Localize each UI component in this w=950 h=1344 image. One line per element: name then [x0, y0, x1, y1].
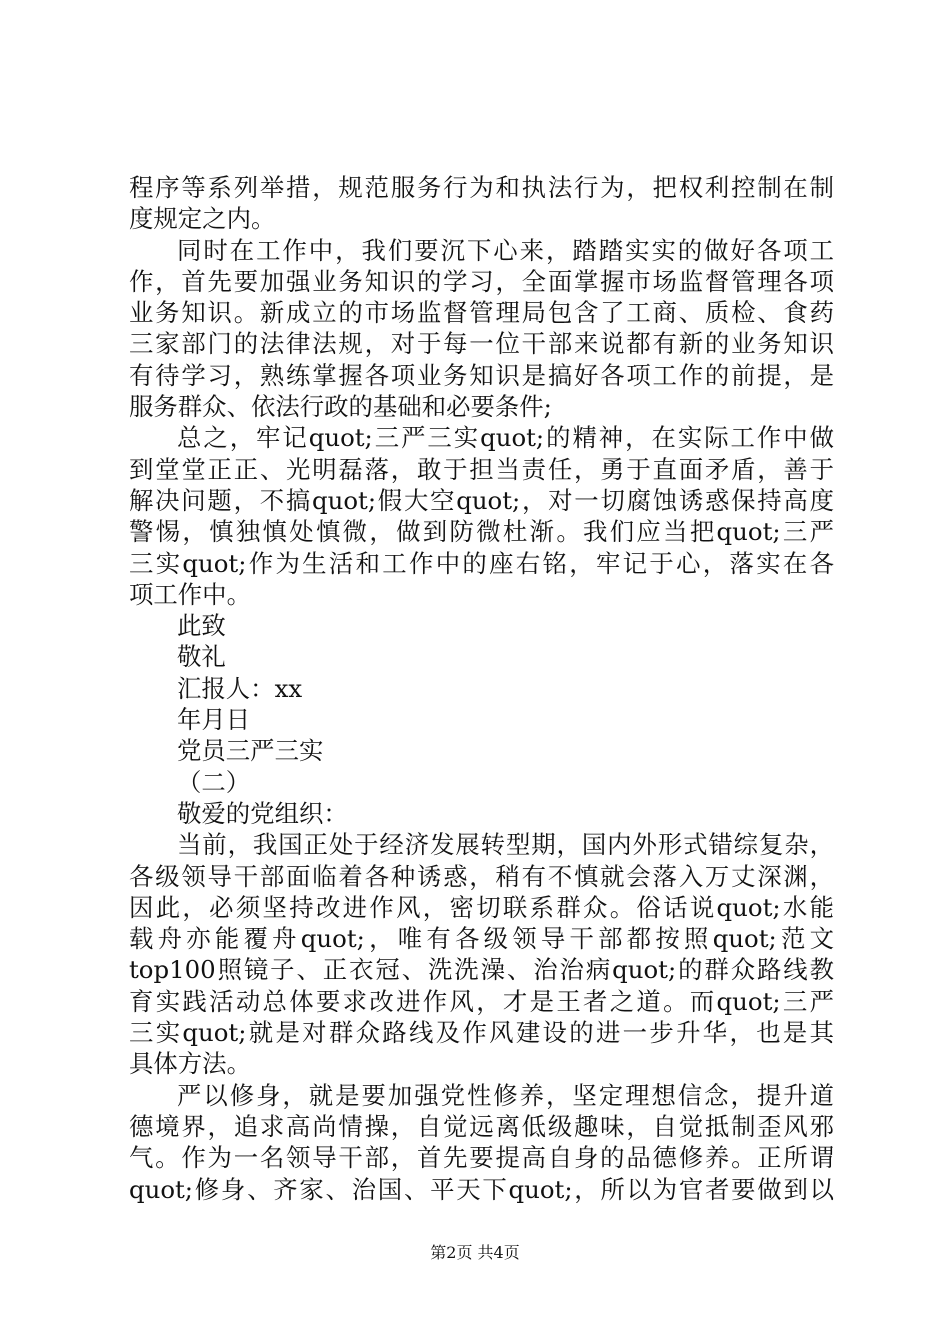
greeting: 敬爱的党组织： — [177, 798, 348, 828]
text-line: 德境界，追求高尚情操，自觉远离低级趣味，自觉抵制歪风邪 — [129, 1111, 834, 1141]
text-line: 程序等系列举措，规范服务行为和执法行为，把权利控制在制 — [129, 173, 834, 202]
text-line: 业务知识。新成立的市场监督管理局包含了工商、质检、食药 — [129, 298, 834, 328]
text-line: 到堂堂正正、光明磊落，敢于担当责任，勇于直面矛盾，善于 — [129, 454, 834, 484]
text-line: 各级领导干部面临着各种诱惑，稍有不慎就会落入万丈深渊， — [129, 861, 834, 891]
text-line: 三实quot;作为生活和工作中的座右铭，牢记于心，落实在各 — [129, 548, 834, 578]
text-line: 同时在工作中，我们要沉下心来，踏踏实实的做好各项工 — [177, 235, 834, 265]
text-line: 具体方法。 — [129, 1049, 251, 1079]
text-line: 解决问题，不搞quot;假大空quot;，对一切腐蚀诱惑保持高度 — [129, 485, 834, 515]
text-line: 载舟亦能覆舟quot;，唯有各级领导干部都按照quot;范文 — [129, 924, 834, 954]
closing-salutation: 此致 — [177, 611, 226, 641]
text-line: quot;修身、齐家、治国、平天下quot;，所以为官者要做到以 — [129, 1174, 834, 1204]
document-body — [129, 172, 834, 1205]
text-line: 严以修身，就是要加强党性修养，坚定理想信念，提升道 — [177, 1080, 834, 1110]
text-line: 度规定之内。 — [129, 204, 276, 234]
text-line: 警惕，慎独慎处慎微，做到防微杜渐。我们应当把quot;三严 — [129, 517, 834, 547]
text-line: 育实践活动总体要求改进作风，才是王者之道。而quot;三严 — [129, 986, 834, 1016]
date-line: 年月日 — [177, 705, 251, 735]
reporter-line: 汇报人：xx — [177, 673, 303, 703]
text-line: 气。作为一名领导干部，首先要提高自身的品德修养。正所谓 — [129, 1143, 834, 1173]
text-line: 服务群众、依法行政的基础和必要条件; — [129, 392, 552, 422]
page-number-footer: 第2页 共4页 — [430, 1243, 520, 1262]
text-line: 项工作中。 — [129, 579, 251, 609]
text-line: 总之，牢记quot;三严三实quot;的精神，在实际工作中做 — [177, 423, 834, 453]
text-line: 三家部门的法律法规，对于每一位干部来说都有新的业务知识 — [129, 329, 834, 359]
section-title: 党员三严三实 — [177, 736, 324, 766]
text-line: 当前，我国正处于经济发展转型期，国内外形式错综复杂， — [177, 830, 834, 860]
text-line: 作，首先要加强业务知识的学习，全面掌握市场监督管理各项 — [129, 266, 834, 296]
closing-respect: 敬礼 — [177, 642, 226, 672]
text-line: 三实quot;就是对群众路线及作风建设的进一步升华，也是其 — [129, 1018, 834, 1048]
section-number: （二） — [177, 767, 251, 797]
text-line: 因此，必须坚持改进作风，密切联系群众。俗话说quot;水能 — [129, 892, 834, 922]
text-line: top100照镜子、正衣冠、洗洗澡、治治病quot;的群众路线教 — [129, 955, 834, 985]
text-line: 有待学习，熟练掌握各项业务知识是搞好各项工作的前提，是 — [129, 360, 834, 390]
